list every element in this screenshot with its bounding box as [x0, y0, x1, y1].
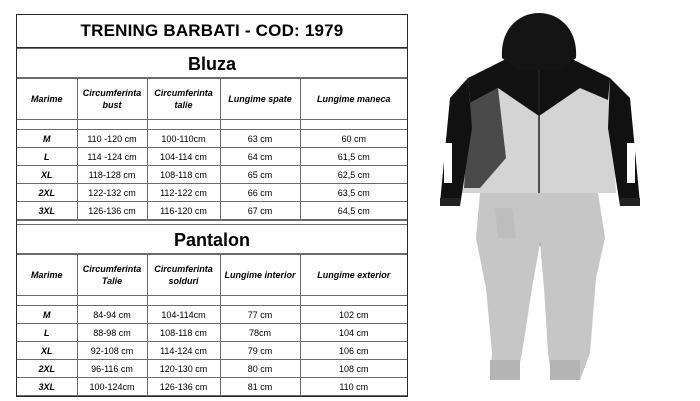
value-cell: 104 cm — [300, 324, 407, 342]
value-cell: 61,5 cm — [300, 148, 407, 166]
value-cell: 96-116 cm — [77, 360, 147, 378]
value-cell: 63 cm — [220, 130, 300, 148]
tracksuit-illustration — [420, 8, 700, 388]
col-header-circ-solduri: Circumferinta solduri — [147, 255, 220, 296]
table-row — [17, 378, 407, 396]
spacer-row — [17, 296, 407, 306]
col-header-lungime-maneca: Lungime maneca — [300, 79, 407, 120]
value-cell: 102 cm — [300, 306, 407, 324]
value-cell: 110 -120 cm — [77, 130, 147, 148]
value-cell: 77 cm — [220, 306, 300, 324]
value-cell: 108-118 cm — [147, 166, 220, 184]
value-cell: 67 cm — [220, 202, 300, 220]
value-cell: 79 cm — [220, 342, 300, 360]
value-cell: 80 cm — [220, 360, 300, 378]
value-cell: 112-122 cm — [147, 184, 220, 202]
value-cell: 66 cm — [220, 184, 300, 202]
col-header-circ-talie: Circumferinta talie — [147, 79, 220, 120]
table-row — [17, 166, 407, 184]
value-cell: 120-130 cm — [147, 360, 220, 378]
col-header-marime: Marime — [17, 255, 77, 296]
pants-shape — [476, 193, 605, 380]
table-row — [17, 184, 407, 202]
value-cell: 81 cm — [220, 378, 300, 396]
value-cell: 114 -124 cm — [77, 148, 147, 166]
value-cell: 108-118 cm — [147, 324, 220, 342]
value-cell: 78cm — [220, 324, 300, 342]
col-header-circ-talie: Circumferinta Talie — [77, 255, 147, 296]
value-cell: 116-120 cm — [147, 202, 220, 220]
size-cell: 3XL — [17, 378, 77, 396]
hood-shape — [502, 13, 576, 70]
table-row — [17, 342, 407, 360]
value-cell: 63,5 cm — [300, 184, 407, 202]
value-cell: 100-124cm — [77, 378, 147, 396]
col-header-marime: Marime — [17, 79, 77, 120]
value-cell: 110 cm — [300, 378, 407, 396]
tracksuit-product-image — [420, 8, 700, 388]
value-cell: 108 cm — [300, 360, 407, 378]
size-cell: 3XL — [17, 202, 77, 220]
table-row — [17, 148, 407, 166]
value-cell: 104-114cm — [147, 306, 220, 324]
pantalon-size-table — [17, 254, 407, 396]
value-cell: 88-98 cm — [77, 324, 147, 342]
size-cell: L — [17, 324, 77, 342]
value-cell: 92-108 cm — [77, 342, 147, 360]
table-row — [17, 202, 407, 220]
value-cell: 100-110cm — [147, 130, 220, 148]
value-cell: 62,5 cm — [300, 166, 407, 184]
size-cell: M — [17, 130, 77, 148]
table-row — [17, 130, 407, 148]
value-cell: 84-94 cm — [77, 306, 147, 324]
bluza-size-table — [17, 78, 407, 220]
table-row — [17, 306, 407, 324]
spacer-row — [17, 120, 407, 130]
col-header-circ-bust: Circumferinta bust — [77, 79, 147, 120]
value-cell: 126-136 cm — [147, 378, 220, 396]
value-cell: 60 cm — [300, 130, 407, 148]
bluza-header-row — [17, 79, 407, 120]
size-cell: 2XL — [17, 360, 77, 378]
col-header-lungime-interior: Lungime interior — [220, 255, 300, 296]
table-row — [17, 360, 407, 378]
size-cell: L — [17, 148, 77, 166]
value-cell: 106 cm — [300, 342, 407, 360]
value-cell: 126-136 cm — [77, 202, 147, 220]
pantalon-heading: Pantalon — [17, 224, 407, 254]
value-cell: 122-132 cm — [77, 184, 147, 202]
size-chart-sheet — [16, 14, 408, 397]
size-cell: XL — [17, 166, 77, 184]
table-row — [17, 324, 407, 342]
value-cell: 118-128 cm — [77, 166, 147, 184]
pantalon-header-row — [17, 255, 407, 296]
col-header-lungime-spate: Lungime spate — [220, 79, 300, 120]
col-header-lungime-exterior: Lungime exterior — [300, 255, 407, 296]
value-cell: 114-124 cm — [147, 342, 220, 360]
size-cell: M — [17, 306, 77, 324]
value-cell: 64,5 cm — [300, 202, 407, 220]
size-cell: XL — [17, 342, 77, 360]
value-cell: 65 cm — [220, 166, 300, 184]
chart-title: TRENING BARBATI - COD: 1979 — [17, 15, 407, 48]
value-cell: 64 cm — [220, 148, 300, 166]
bluza-heading: Bluza — [17, 48, 407, 78]
size-cell: 2XL — [17, 184, 77, 202]
value-cell: 104-114 cm — [147, 148, 220, 166]
